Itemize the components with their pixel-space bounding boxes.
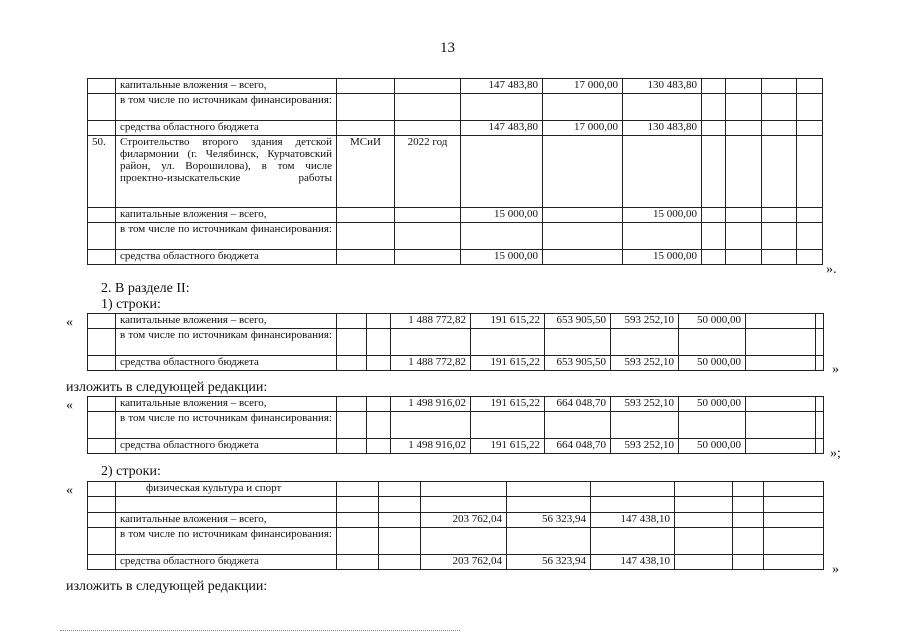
row-label: в том числе по источникам финансирования: <box>116 528 337 555</box>
cell-value: 653 905,50 <box>545 356 611 371</box>
table-row <box>88 136 823 208</box>
cell-value: 15 000,00 <box>461 250 543 265</box>
closing-quote-4: » <box>832 562 839 577</box>
opening-quote-4: « <box>66 483 73 498</box>
cell-value: 191 615,22 <box>471 356 545 371</box>
table-row <box>88 79 823 94</box>
cell-value: 56 323,94 <box>507 555 591 570</box>
cell-value: 1 488 772,82 <box>391 314 471 329</box>
cell-value: 191 615,22 <box>471 439 545 454</box>
cell-value: 50 000,00 <box>679 439 746 454</box>
cell-value: 50 000,00 <box>679 397 746 412</box>
table-1 <box>87 78 823 265</box>
closing-quote-3: »; <box>830 446 841 461</box>
cell-value: 593 252,10 <box>611 356 679 371</box>
cell-value: 653 905,50 <box>545 314 611 329</box>
cell-value: 147 483,80 <box>461 79 543 94</box>
cell-value: 130 483,80 <box>623 121 702 136</box>
cell-value: 15 000,00 <box>623 208 702 223</box>
row-label: в том числе по источникам финансирования: <box>116 223 337 250</box>
table-row <box>88 329 824 356</box>
table-row <box>88 94 823 121</box>
row-label: средства областного бюджета <box>116 439 337 454</box>
closing-quote-1: ». <box>826 262 837 277</box>
table-3 <box>87 396 824 454</box>
cell-value: 15 000,00 <box>623 250 702 265</box>
cell-value: 1 488 772,82 <box>391 356 471 371</box>
row-label <box>116 497 337 513</box>
cell-value: 203 762,04 <box>421 513 507 528</box>
opening-quote-3: « <box>66 398 73 413</box>
table-row <box>88 439 824 454</box>
table-row <box>88 314 824 329</box>
cell-value: 56 323,94 <box>507 513 591 528</box>
row-label: в том числе по источникам финансирования: <box>116 329 337 356</box>
table-row <box>88 482 824 497</box>
edit-instruction-2: изложить в следующей редакции: <box>66 579 268 594</box>
executor: МСиИ <box>337 136 395 208</box>
closing-quote-2: » <box>832 362 839 377</box>
cell-value: 50 000,00 <box>679 314 746 329</box>
table-row <box>88 121 823 136</box>
cell-value: 130 483,80 <box>623 79 702 94</box>
row-label: капитальные вложения – всего, <box>116 513 337 528</box>
subsection-2: 2) строки: <box>101 464 161 479</box>
table-row <box>88 513 824 528</box>
edit-instruction-1: изложить в следующей редакции: <box>66 380 268 395</box>
row-label: средства областного бюджета <box>116 555 337 570</box>
table-row <box>88 397 824 412</box>
row-label: капитальные вложения – всего, <box>116 397 337 412</box>
cell-value: 15 000,00 <box>461 208 543 223</box>
cell-value: 191 615,22 <box>471 314 545 329</box>
row-label: физическая культура и спорт <box>116 482 337 497</box>
row-label: средства областного бюджета <box>116 250 337 265</box>
row-label: капитальные вложения – всего, <box>116 208 337 223</box>
cell-value: 593 252,10 <box>611 314 679 329</box>
table-row <box>88 528 824 555</box>
cell-value: 17 000,00 <box>543 121 623 136</box>
table-row <box>88 412 824 439</box>
cell-value: 191 615,22 <box>471 397 545 412</box>
row-label: капитальные вложения – всего, <box>116 79 337 94</box>
row-label: средства областного бюджета <box>116 121 337 136</box>
subsection-1: 1) строки: <box>101 297 161 312</box>
table-row <box>88 223 823 250</box>
table-row <box>88 208 823 223</box>
cell-value: 147 483,80 <box>461 121 543 136</box>
table-4 <box>87 481 824 570</box>
table-row <box>88 356 824 371</box>
row-label: средства областного бюджета <box>116 356 337 371</box>
cell-value: 147 438,10 <box>591 555 675 570</box>
cell-value: 1 498 916,02 <box>391 439 471 454</box>
cell-value: 1 498 916,02 <box>391 397 471 412</box>
cell-value: 203 762,04 <box>421 555 507 570</box>
cell-value: 50 000,00 <box>679 356 746 371</box>
table-row <box>88 497 824 513</box>
page-number: 13 <box>440 40 455 56</box>
row-label: Строительство второго здания детской филармонии (г. Челябинск, Курчатовский район, ул. Ворошилова), в том числе проектно-изыскательские работы <box>116 136 337 208</box>
row-number: 50. <box>88 136 116 208</box>
cell-value: 147 438,10 <box>591 513 675 528</box>
cell-value: 664 048,70 <box>545 439 611 454</box>
row-label: капитальные вложения – всего, <box>116 314 337 329</box>
opening-quote-2: « <box>66 315 73 330</box>
scan-artifact-divider <box>60 630 460 633</box>
table-2 <box>87 313 824 371</box>
section-heading: 2. В разделе II: <box>101 281 190 296</box>
table-row <box>88 555 824 570</box>
table-row <box>88 250 823 265</box>
period: 2022 год <box>395 136 461 208</box>
cell-value: 17 000,00 <box>543 79 623 94</box>
row-label: в том числе по источникам финансирования: <box>116 94 337 121</box>
cell-value: 593 252,10 <box>611 397 679 412</box>
cell-value: 593 252,10 <box>611 439 679 454</box>
cell-value: 664 048,70 <box>545 397 611 412</box>
row-label: в том числе по источникам финансирования: <box>116 412 337 439</box>
